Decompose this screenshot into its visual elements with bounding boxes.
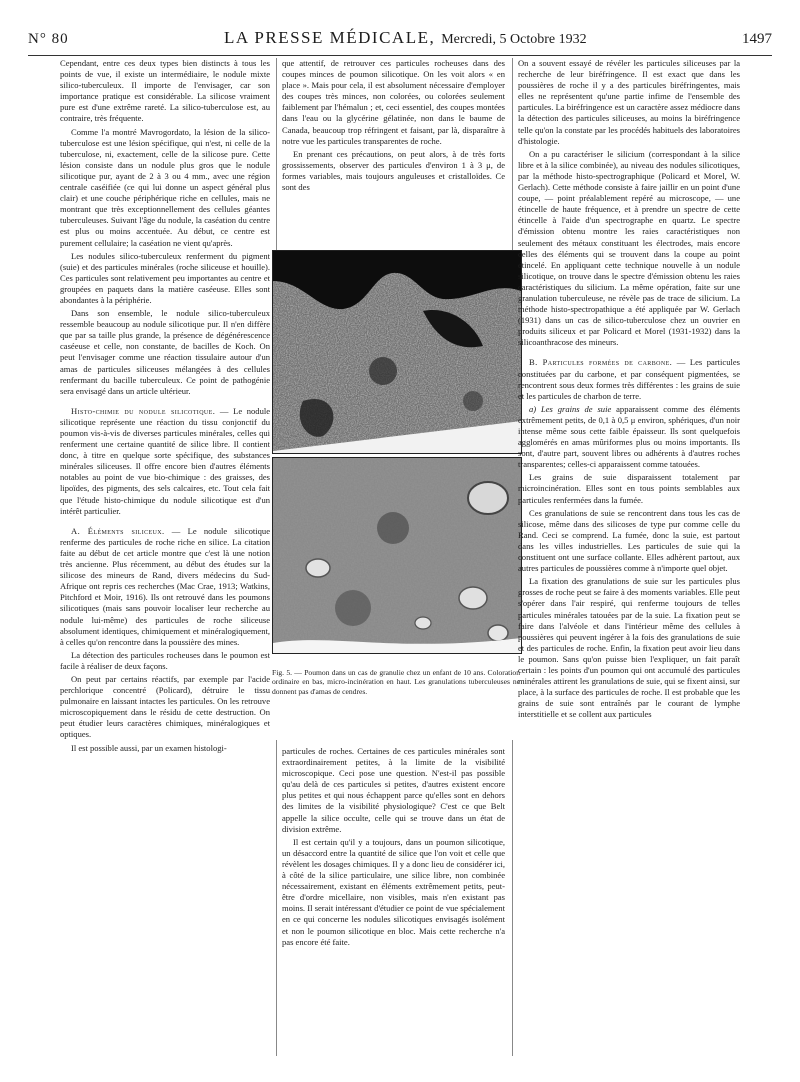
paragraph: On a souvent essayé de révéler les particules siliceuses par la recherche de leur biréfringence. Il est exact que dans les poussières de roche il y a des particules biréfringentes, mais elles ne représentent qu'une partie infime de l'ensemble des particules. La biréfringence est un caractère assez médiocre dans la détection des particules siliceuses, au moins la biréfringence telle qu'on la constate par les procédés habituels des laboratoires d'histologie. xyxy=(518,58,740,146)
page-number: 1497 xyxy=(742,31,772,47)
masthead xyxy=(224,28,587,48)
issue-date: Mercredi, 5 Octobre 1932 xyxy=(441,32,587,47)
paragraph: Il est certain qu'il y a toujours, dans un poumon silicotique, un désaccord entre la quantité de silice que l'on voit et celle que révèlent les dosages chimiques. Il y a donc lieu de considérer ici, à côté de la silice particulaire, une silice libre, non combinée nécessairement, existant en éléments extrêmement petits, peut-être d'ordre micellaire, non visibles, mais n'en existant pas moins. Il serait intéressant d'étudier ce point de vue spécialement en ce qui concerne les nodules silicotiques envisagés isolément et non le poumon silicotique en bloc. Mais cette recherche n'a pas encore été faite. xyxy=(282,836,505,947)
paragraph: Dans son ensemble, le nodule silico-tuberculeux ressemble beaucoup au nodule silicotique pur. Il n'en diffère que par sa taille plus grande, la présence de dégénérescence caséeuse et celle, non constante, de bacilles de Koch. On peut l'envisager comme une réaction tissulaire autour d'un amas de particules siliceuses mélangées à des cellules renfermant du bacille tuberculeux. Ce point de pathogénie sera envisagé dans un article ultérieur. xyxy=(60,308,270,396)
micrograph-ordinary-stain xyxy=(272,457,522,654)
column-left xyxy=(60,58,270,1048)
column-divider-right-bottom xyxy=(512,740,513,1056)
paragraph: Comme l'a montré Mavrogordato, la lésion de la silico-tuberculose est une lésion spécifique, qui n'est, ni celle de la tuberculose, ni, exactement, celle de la silicose pure. Cette lésion consiste dans un nodule plus gros que le nodule silicotique pur, ayant de 2 à 3 ou 4 mm., avec une région centrale caséifiée (ce qui lui donne un aspect général plus clair) et une couche périphérique riche en cellules, mais ne montrant que très exceptionnellement des cellules géantes tuberculeuses. Suivant l'âge du nodule, la caséation du centre est plus ou moins accentuée. Au début, ce centre est purement cellulaire; la caséation ne vient qu'après. xyxy=(60,126,270,248)
column-divider-left-bottom xyxy=(276,740,277,1056)
column-middle-top xyxy=(282,58,505,244)
column-divider-left-top xyxy=(276,58,277,250)
subsection-text: apparaissent comme des éléments extrêmement petits, de 0,1 à 0,5 μ environ, sphériques, d'un noir intense même sous cette faible épaisseur. Ils sont quelquefois agglomérés en amas mûriformes plus ou moins importants. Ils sont, d'autre part, souvent libres ou adhérents à d'autres roches transparentes; celles-ci apparaissent comme tatouées. xyxy=(518,403,740,470)
subsection-grains-suie xyxy=(518,404,740,471)
subsection-heading: a) Les grains de suie xyxy=(529,403,612,414)
column-middle-bottom xyxy=(282,746,505,1056)
figure-caption: Fig. 5. — Poumon dans un cas de granulie chez un enfant de 10 ans. Coloration ordinaire en bas, micro-incinération en haut. Les granulations tuberculeuses ne donnent pas d'amas de cendres. xyxy=(272,668,520,696)
journal-title: LA PRESSE MÉDICALE, xyxy=(223,28,436,47)
section-text: — Les particules constituées par du carbone, et par conséquent pigmentées, se rencontrent sous deux formes très différentes : les grains de suie et les particules de charbon de terre. xyxy=(518,357,740,401)
page-header xyxy=(28,28,772,52)
paragraph: Les nodules silico-tuberculeux renferment du pigment (suie) et des particules minérales (roche siliceuse et houille). Ces particules sont relativement peu importantes au centre et groupées en paquets dans la matière caséeuse. Elles sont abondantes à la périphérie. xyxy=(60,250,270,305)
paragraph: La détection des particules rocheuses dans le poumon est facile à réaliser de deux façons. xyxy=(60,649,270,671)
header-rule xyxy=(28,55,772,56)
micrograph-micro-incineration xyxy=(272,250,522,454)
paragraph: Les grains de suie disparaissent totalement par microincinération. Elles sont en tous points semblables aux particules renfermées dans la fumée. xyxy=(518,472,740,505)
section-heading: B. Particules formées de carbone. xyxy=(529,357,673,368)
paragraph: particules de roches. Certaines de ces particules minérales sont extraordinairement petites, à la limite de la visibilité microscopique. Ceci pose une question. N'est-il pas possible qu'au delà de ces particules si petites, d'autres existent encore plus petites et qui nous échappent parce qu'elles sont en dehors des limites de la visibilité physiologique? C'est ce que Belt appelle la silice occulte, celle qui se trouve dans un état de division extrême. xyxy=(282,746,505,834)
section-heading: Histo-chimie du nodule silicotique. xyxy=(71,405,216,416)
paragraph: Cependant, entre ces deux types bien distincts à tous les points de vue, il existe un intermédiaire, le nodule mixte silico-tuberculeux. Il importe de l'envisager, car son importance pratique est considérable. La silicose vraiment pure est d'une extrême rareté. La silico-tuberculose est, au contraire, très fréquente. xyxy=(60,58,270,124)
paragraph: On peut par certains réactifs, par exemple par l'acide perchlorique concentré (Policard), détruire le tissu pulmonaire en laissant intactes les particules. On les retrouve microscopiquement dans le résidu de cette destruction. On peut étudier leurs caractères chimiques, minéralogiques et optiques. xyxy=(60,673,270,740)
section-histochimie xyxy=(60,406,270,517)
paragraph: que attentif, de retrouver ces particules rocheuses dans des coupes minces de poumon silicotique. On les voit alors « en place ». Mais pour cela, il est absolument nécessaire d'employer des coupes très minces, non colorées, ou colorées seulement faiblement par l'hémalun ; et, ceci essentiel, des coupes montées dans l'eau ou la glycérine gélatinée, non dans le baume de Canada, beaucoup trop réfringent et faisant, par là, disparaître à notre vue les particules transparentes de roche. xyxy=(282,58,505,146)
paragraph: On a pu caractériser le silicium (correspondant à la silice libre et à la silice combinée), au niveau des nodules silicotiques, par la méthode histo-spectrographique (Policard et Morel, W. Gerlach). Cette méthode consiste à faire jaillir en un point d'une coupe, — point préalablement repéré au microscope, — une étincelle de haute fréquence, et à prendre un spectre de cette étincelle à l'aide d'un spectrographe en quartz. Le spectre d'émission obtenu montre les raies caractéristiques non seulement des métaux constituant les électrodes, mais encore celles des éléments qui se trouvent dans la coupe au point étincelé. En appliquant cette technique nouvelle à un nodule silicotique, on trouve dans le spectre d'émission obtenu les raies caractéristiques du silicium. La même opération, faite sur une granulation tuberculeuse, ne révèle pas de trace de silicium. La méthode histo-spectropathique a été appliquée par W. Gerlach (1931) dans un cas de silico-tuberculose chez un ouvrier en produits siliceux et par Policard et Morel (1931-1932) dans la silicoanthracose des mineurs. xyxy=(518,148,740,348)
paragraph: Il est possible aussi, par un examen histologi- xyxy=(71,742,227,753)
section-text: — Le nodule silicotique représente une réaction du tissu conjonctif du poumon vis-à-vis de diverses particules minérales, celles qui renferment une certaine quantité de silice libre. Il contient donc, à titre en quelque sorte spécifique, des substances minérales siliceuses. Il offre encore bien d'autres éléments notables au point de vue bio-chimique : des graisses, des lipoïdes, des pigments, des sels calcaires, etc. Tout cela fait que l'étude histo-chimique du nodule silicotique est d'un intérêt particulier. xyxy=(60,405,270,516)
issue-number: N° 80 xyxy=(28,31,69,47)
figure-5 xyxy=(272,250,522,655)
paragraph: La fixation des granulations de suie sur les particules plus grosses de roche peut se faire à des moments variables. Elle peut s'opérer dans l'air respiré, qui renferme toujours de telles particules minérales tatouées par de la suie. La fixation peut se faire dans l'alvéole et dans l'intérieur même des cellules à poussières qui peuvent ingérer à la fois des granulations de suie et des particules de roche. Enfin, la fixation peut avoir lieu dans le poumon. Sans qu'on puisse bien l'expliquer, un fait paraît certain : les points d'un poumon qui ont accumulé des particules minérales attirent les granulations de suie, qui se fixent ainsi, sur place, à la surface des particules de roche. Il est probable que les grains de suie sont entraînés par le courant de lymphe interstitielle et se collent aux particules xyxy=(518,576,740,720)
section-text: — Le nodule silicotique renferme des particules de roche riche en silice. La citation faite au début de cet article montre que c'est là une notion très ancienne. Plus récemment, au début des études sur la silicose des mineurs de Rand, divers médecins du Sud-Afrique ont repris ces recherches (Mac Crae, 1913; Watkins, Pitchford et Moir, 1916). Ils ont retrouvé dans les poumons silicotiques (mais sans pouvoir localiser leur recherche au nodule lui-même) des particules de roche siliceuse absolument identiques, chimiquement et minéralogiquement, à celles qu'on rencontre dans la poussière des mines. xyxy=(60,525,270,647)
section-heading: A. Éléments siliceux. xyxy=(71,525,165,536)
paragraph: En prenant ces précautions, on peut alors, à de très forts grossissements, observer des particules d'environ 1 à 3 μ, de formes variables, mais toujours anguleuses et cristalloïdes. Ce sont des xyxy=(282,148,505,193)
section-particules-carbone xyxy=(518,357,740,401)
section-elements-siliceux xyxy=(60,526,270,648)
column-divider-right-top xyxy=(512,58,513,250)
column-right xyxy=(518,58,740,1058)
paragraph: Ces granulations de suie se rencontrent dans tous les cas de silicose, même dans des silicoses de type pur comme celle du Rand. Ceci se comprend. La fumée, donc la suie, est partout dans les villes industrielles. Les particules de suie qui la constituent ont une surface collante. Elles adhèrent partout, aux autres particules de poussières comme à n'importe quel objet. xyxy=(518,507,740,574)
